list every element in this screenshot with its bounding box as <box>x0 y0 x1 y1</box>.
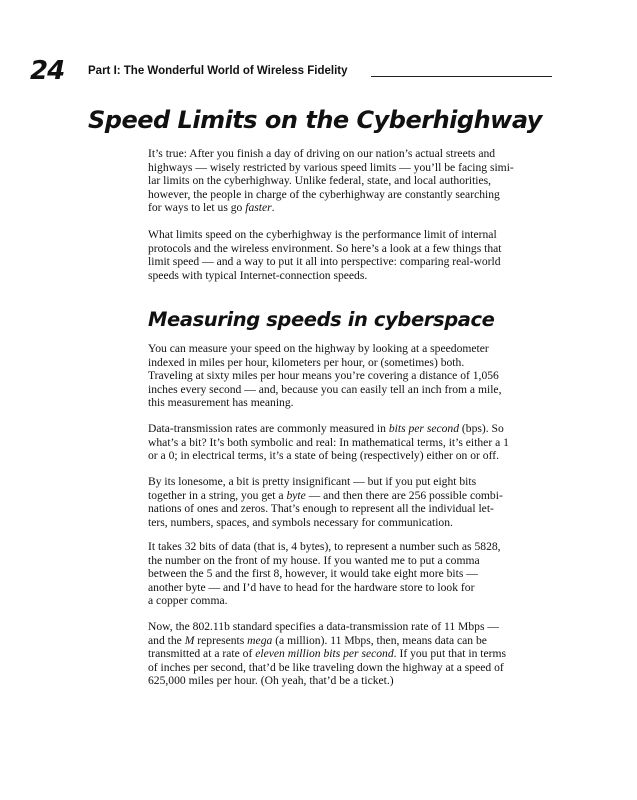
text-line <box>148 422 568 436</box>
text-line: nations of ones and zeros. That’s enough to represent all the individual let- <box>148 502 494 516</box>
text-line: 625,000 miles per hour. (Oh yeah, that’d be a ticket.) <box>148 674 394 688</box>
text-line: of inches per second, that’d be like traveling down the highway at a speed of <box>148 660 504 674</box>
paragraph <box>148 342 568 410</box>
emphasis: bits per second <box>388 422 460 435</box>
text-line: a copper comma. <box>148 594 228 608</box>
running-head: Part I: The Wonderful World of Wireless Fidelity <box>88 65 348 77</box>
paragraph <box>148 147 568 215</box>
text-line: or a 0; in electrical terms, it’s a state of being (respectively) either on or off. <box>148 449 500 463</box>
header-rule <box>371 76 552 77</box>
text-segment: for ways to let us go <box>148 201 246 215</box>
text-segment: transmitted at a rate of <box>148 647 256 661</box>
text-line <box>148 647 568 661</box>
section-heading: Speed Limits on the Cyberhighway <box>88 106 542 134</box>
paragraph <box>148 540 568 608</box>
text-line: Now, the 802.11b standard specifies a data-transmission rate of 11 Mbps — <box>148 620 499 633</box>
page-number: 24 <box>30 56 65 86</box>
text-line <box>148 201 568 215</box>
text-segment: Data-transmission rates are commonly measured in <box>148 422 389 435</box>
emphasis: faster <box>245 201 272 215</box>
text-line: however, the people in charge of the cyberhighway are constantly searching <box>148 187 500 201</box>
text-line: protocols and the wireless environment. So here’s a look at a few things that <box>148 241 502 255</box>
text-line: highways — wisely restricted by various speed limits — you’ll be facing simi- <box>148 160 514 174</box>
text-segment: . <box>271 201 275 215</box>
text-line: another byte — and I’d have to head for the hardware store to look for <box>148 580 475 594</box>
emphasis: M <box>184 633 195 647</box>
text-segment: . If you put that in terms <box>393 647 507 661</box>
emphasis: eleven million bits per second <box>255 647 394 661</box>
text-line: You can measure your speed on the highway by looking at a speedometer <box>148 342 489 355</box>
text-line: lar limits on the cyberhighway. Unlike federal, state, and local authorities, <box>148 174 492 188</box>
emphasis: byte <box>286 488 306 502</box>
page-header <box>30 56 552 86</box>
paragraph <box>148 228 568 282</box>
text-line: limit speed — and a way to put it all into perspective: comparing real-world <box>148 255 501 269</box>
text-line: this measurement has meaning. <box>148 396 294 410</box>
emphasis: mega <box>247 633 273 647</box>
text-line: what’s a bit? It’s both symbolic and real: In mathematical terms, it’s either a 1 <box>148 435 509 449</box>
text-line: By its lonesome, a bit is pretty insignificant — but if you put eight bits <box>148 475 477 488</box>
text-segment: and the <box>148 633 185 647</box>
text-segment: together in a string, you get a <box>148 488 287 502</box>
text-line: indexed in miles per hour, kilometers per hour, or (sometimes) both. <box>148 355 465 369</box>
text-line: Traveling at sixty miles per hour means you’re covering a distance of 1,056 <box>148 369 499 383</box>
text-segment: — and then there are 256 possible combi- <box>305 488 503 502</box>
paragraph <box>148 422 568 463</box>
text-segment: (bps). So <box>459 422 504 435</box>
text-line: ters, numbers, spaces, and symbols necessary for communication. <box>148 515 453 529</box>
subsection-heading: Measuring speeds in cyberspace <box>148 308 495 331</box>
text-line: the number on the front of my house. If you wanted me to put a comma <box>148 553 480 567</box>
text-line: speeds with typical Internet-connection speeds. <box>148 268 368 282</box>
text-line: between the 5 and the first 8, however, it would take eight more bits — <box>148 567 478 581</box>
text-line: It’s true: After you finish a day of driving on our nation’s actual streets and <box>148 147 496 160</box>
text-line <box>148 634 568 648</box>
text-segment: (a million). 11 Mbps, then, means data can be <box>272 633 487 647</box>
text-line <box>148 489 568 503</box>
text-line: It takes 32 bits of data (that is, 4 bytes), to represent a number such as 5828, <box>148 540 501 553</box>
text-segment: represents <box>194 633 248 647</box>
text-line: inches every second — and, because you can easily tell an inch from a mile, <box>148 382 502 396</box>
paragraph <box>148 475 568 529</box>
paragraph <box>148 620 568 688</box>
text-line: What limits speed on the cyberhighway is the performance limit of internal <box>148 228 497 241</box>
